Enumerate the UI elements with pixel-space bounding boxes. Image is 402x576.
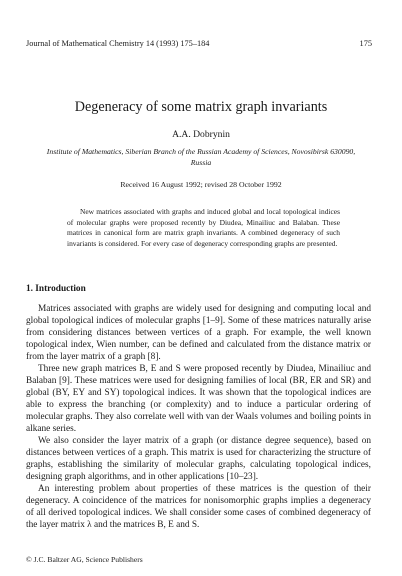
running-header — [26, 38, 372, 50]
paragraph: Matrices associated with graphs are widely used for designing and computing local and global topological indices of molecular graphs [1–9]. Some of these matrices naturally arise from considering distances between vertices of a graph. For example, the well known topological index, Wien number, can be defined and calculated from the distance matrix or from the layer matrix of a graph [8]. — [26, 304, 371, 362]
author-name: A.A. Dobrynin — [172, 129, 230, 140]
abstract-text: New matrices associated with graphs and induced global and local topological indices of molecular graphs were proposed recently by Diudea, Minailiuc and Balaban. These matrices in canonical form are matrix graph invariants. A combined degeneracy of such invariants is considered. For every case of degeneracy corresponding graphs are presented. — [67, 207, 340, 249]
section-heading: 1. Introduction — [26, 284, 86, 294]
received-dates: Received 16 August 1992; revised 28 October 1992 — [120, 180, 282, 189]
author-affiliation: Institute of Mathematics, Siberian Branch of the Russian Academy of Sciences, Novosibirsk 630090, Russia — [46, 147, 356, 167]
paragraph: An interesting problem about properties of these matrices is the question of their degeneracy. A coincidence of the matrices for nonisomorphic graphs implies a degeneracy of all derived topological indices. We shall consider some cases of combined degeneracy of the layer matrix λ and the matrices B, E and S. — [26, 484, 371, 530]
article-title: Degeneracy of some matrix graph invariants — [74, 99, 328, 115]
body-text — [26, 303, 371, 531]
paragraph: We also consider the layer matrix of a graph (or distance degree sequence), based on distances between vertices of a graph. This matrix is used for characterizing the structure of graphs, establishing the similarity of molecular graphs, calculating topological indices, designing graph algorithms, and in other applications [10–23]. — [26, 436, 371, 482]
publisher-footer: © J.C. Baltzer AG, Science Publishers — [26, 555, 143, 564]
journal-citation: Journal of Mathematical Chemistry 14 (1993) 175–184 — [26, 39, 210, 48]
page-number: 175 — [359, 39, 372, 48]
abstract — [67, 207, 340, 250]
paragraph: Three new graph matrices B, E and S were proposed recently by Diudea, Minailiuc and Balaban [9]. These matrices were used for designing families of local (BR, ER and SR) and global (BY, EY and SY) topological indices. It was shown that the topological indices are able to express the branching (or complexity) and to induce a particular ordering of molecular graphs. They also correlate well with van der Waals volumes and boiling points in alkane series. — [26, 364, 371, 434]
